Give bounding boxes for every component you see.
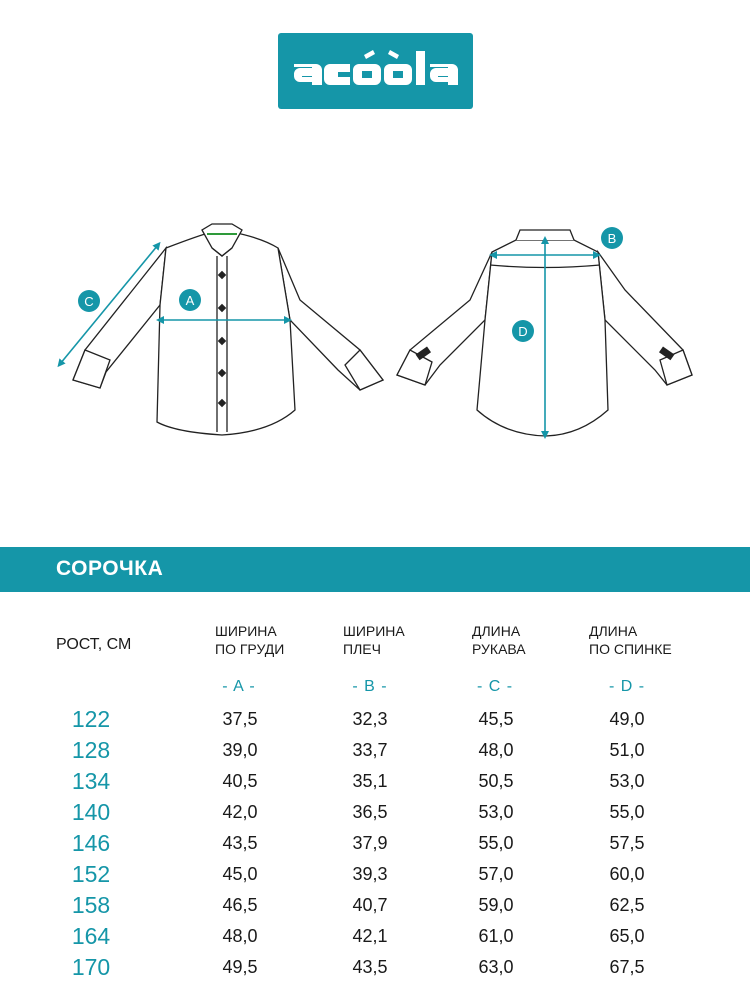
column-header-line1: ШИРИНА [215, 623, 277, 639]
back-length-value: 65,0 [609, 926, 645, 946]
shoulder-width-value: 33,7 [352, 740, 388, 760]
shirt-illustration [0, 210, 750, 450]
column-code-c: - C - [476, 678, 514, 695]
growth-header: РОСТ, СМ [56, 636, 132, 653]
section-title: СОРОЧКА [56, 557, 164, 580]
table-row [0, 922, 750, 953]
chest-width-value: 49,5 [222, 957, 258, 977]
shoulder-width-value: 39,3 [352, 864, 388, 884]
column-header-line2: ПО ГРУДИ [215, 641, 285, 657]
shoulder-width-value: 37,9 [352, 833, 388, 853]
growth-value: 134 [71, 768, 111, 794]
back-length-value: 49,0 [609, 709, 645, 729]
sleeve-length-value: 59,0 [478, 895, 514, 915]
back-length-value: 67,5 [609, 957, 645, 977]
column-header-d [589, 622, 672, 658]
shoulder-width-value: 32,3 [352, 709, 388, 729]
shoulder-width-value: 40,7 [352, 895, 388, 915]
column-header-line2: ПЛЕЧ [343, 641, 381, 657]
sleeve-length-value: 45,5 [478, 709, 514, 729]
shoulder-width-value: 36,5 [352, 802, 388, 822]
growth-value: 146 [71, 830, 111, 856]
growth-value: 128 [71, 737, 111, 763]
table-row [0, 798, 750, 829]
shoulder-width-value: 43,5 [352, 957, 388, 977]
size-table [0, 612, 750, 1000]
section-banner [0, 547, 750, 592]
back-length-value: 62,5 [609, 895, 645, 915]
column-code-b: - B - [352, 678, 388, 695]
back-length-value: 53,0 [609, 771, 645, 791]
shirt-front-drawing [73, 224, 383, 435]
column-header-c [472, 622, 526, 658]
shoulder-width-value: 42,1 [352, 926, 388, 946]
marker-b-label: B [607, 231, 617, 246]
table-row [0, 891, 750, 922]
column-header-line1: ШИРИНА [343, 623, 405, 639]
table-row [0, 953, 750, 984]
column-header-line2: ПО СПИНКЕ [589, 641, 672, 657]
sleeve-length-value: 50,5 [478, 771, 514, 791]
chest-width-value: 45,0 [222, 864, 258, 884]
sleeve-length-value: 48,0 [478, 740, 514, 760]
column-header-b [343, 622, 405, 658]
sleeve-length-value: 61,0 [478, 926, 514, 946]
chest-width-value: 43,5 [222, 833, 258, 853]
chest-width-value: 37,5 [222, 709, 258, 729]
logo-lettering [278, 33, 473, 109]
sleeve-length-value: 55,0 [478, 833, 514, 853]
growth-value: 140 [71, 799, 111, 825]
chest-width-value: 42,0 [222, 802, 258, 822]
back-length-value: 60,0 [609, 864, 645, 884]
brand-logo [278, 33, 473, 109]
back-length-value: 55,0 [609, 802, 645, 822]
table-row [0, 736, 750, 767]
chest-width-value: 40,5 [222, 771, 258, 791]
marker-c-label: C [84, 294, 94, 309]
table-row [0, 767, 750, 798]
chest-width-value: 39,0 [222, 740, 258, 760]
sleeve-length-value: 53,0 [478, 802, 514, 822]
growth-value: 164 [71, 923, 111, 949]
marker-a-label: A [185, 293, 195, 308]
table-row [0, 705, 750, 736]
sleeve-length-value: 57,0 [478, 864, 514, 884]
chest-width-value: 46,5 [222, 895, 258, 915]
growth-value: 122 [71, 706, 111, 732]
chest-width-value: 48,0 [222, 926, 258, 946]
back-length-value: 51,0 [609, 740, 645, 760]
growth-value: 158 [71, 892, 111, 918]
marker-d-label: D [518, 324, 528, 339]
column-header-line1: ДЛИНА [472, 623, 521, 639]
growth-value: 170 [71, 954, 111, 980]
column-header-line1: ДЛИНА [589, 623, 638, 639]
shoulder-width-value: 35,1 [352, 771, 388, 791]
table-row [0, 860, 750, 891]
column-header-a [215, 622, 284, 658]
growth-value: 152 [71, 861, 111, 887]
column-code-a: - A - [222, 678, 256, 695]
column-code-d: - D - [608, 678, 646, 695]
table-row [0, 829, 750, 860]
sleeve-length-value: 63,0 [478, 957, 514, 977]
back-length-value: 57,5 [609, 833, 645, 853]
column-header-line2: РУКАВА [472, 641, 526, 657]
